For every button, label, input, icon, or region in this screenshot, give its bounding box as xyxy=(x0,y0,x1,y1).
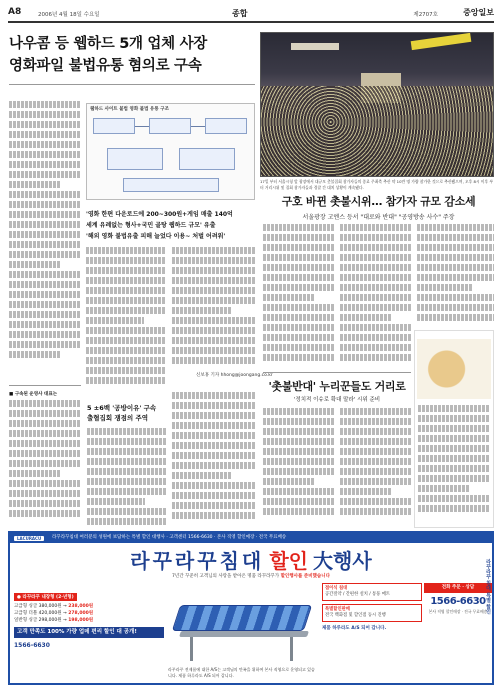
story1-body-col3 xyxy=(172,247,255,372)
price-sale: 278,000원 xyxy=(68,611,94,616)
divider xyxy=(9,84,255,85)
photo-banner xyxy=(411,33,472,50)
story2-subhead: 서울광장 고엔스 등서 "대로와 반대" "공영방송 사수" 주장 xyxy=(302,214,455,221)
story4-headline-line2: 출혈집회 쟁점의 주역 xyxy=(87,414,149,422)
story3-headline: '촛불반대' 누리꾼들도 거리로 xyxy=(268,380,406,393)
story3-body-col1 xyxy=(263,408,335,526)
price-sale: 238,000원 xyxy=(68,604,94,609)
price-sale: 198,000원 xyxy=(68,618,94,623)
diagram-arrow xyxy=(135,126,149,127)
sidebar-ad-text xyxy=(418,405,490,523)
photo-caption: 17일 부터 서울시청 앞 광장에서 대규모 촛불집회 참가자들의 종료 주최측 추산 약 10만 명 가량 참가한 것으로 추산됐으며, 오후 8시 이후 부터 거리시위 및 집회 참가자들과 경찰 간 대치 상황이 계속됐다. xyxy=(260,179,494,190)
ad-title xyxy=(10,545,492,571)
story1-byline: 신보홍 기자 hhong@joongang.co.kr xyxy=(196,373,273,378)
issue-date: 2006년 4월 18일 수요일 xyxy=(38,12,100,18)
story1-headline xyxy=(9,33,254,77)
ad-service-note: 라꾸라꾸 전제품에 대한 A/S는 고객님의 만족을 위하여 본사 직영으로 운영되고 있습니다. 제품 하루라도 A/S 되어 갑니다. xyxy=(168,667,315,678)
ad-warranty: 제품 하루라도 A/S 되어 갑니다. xyxy=(322,626,387,631)
ad-topbar-text: 라꾸라꾸침대 여러분의 성원에 보답하는 특별 할인 대행사 · 고객센터 1566-6630 · 본사 직영 할인매장 · 전국 무료배송 xyxy=(52,535,287,540)
price-label: 고급형 싱글 xyxy=(14,604,38,609)
diagram-arrow xyxy=(191,126,205,127)
ad-subline-highlight: 할인행사를 준비했습니다 xyxy=(280,574,330,579)
ad-feature-text: 전국 백화점 및 할인점 동시 진행 xyxy=(325,613,386,618)
ad-price-row xyxy=(14,603,164,610)
story3-subhead: '정치적 이슈로 확대 말라' 시위 준비 xyxy=(293,397,381,403)
pullquote-line: '영화 한편 다운로드에 200~300원+게임 매출 140억 xyxy=(86,211,233,218)
price-original: 380,000원 → xyxy=(38,604,67,609)
ad-logo: LACURACU xyxy=(14,536,44,541)
sidebar-ad xyxy=(414,330,494,528)
ad-topbar xyxy=(10,533,492,543)
divider xyxy=(9,385,81,386)
story4-body-col1 xyxy=(87,428,167,526)
ad-feature-title: 접이식 침대 xyxy=(325,586,348,591)
ad-phone: 1566-6630 xyxy=(14,642,50,649)
diagram-box xyxy=(179,148,235,170)
bed-advertisement xyxy=(8,531,494,685)
section-title: 종합 xyxy=(232,9,248,18)
newspaper-brand: 중앙일보 xyxy=(463,7,494,17)
ad-call-box xyxy=(424,559,492,683)
ad-price-row xyxy=(14,617,164,624)
bed-mattress xyxy=(172,605,312,631)
ad-feature-box xyxy=(322,604,422,622)
diagram-box xyxy=(93,118,135,134)
ad-feature-box xyxy=(322,583,422,601)
distribution-diagram xyxy=(86,103,255,200)
ad-subline-prefix: 7년간 꾸준히 고객님의 사랑을 받아온 명품 라꾸라꾸가 xyxy=(172,574,280,579)
ad-subline xyxy=(10,573,492,579)
issue-number: 제2707호 xyxy=(413,12,438,18)
ad-call-phone: 1566-6630 xyxy=(430,596,486,607)
ad-title-sale: 할인 xyxy=(269,549,308,573)
story1-headline-line2: 영화파일 불법유통 혐의로 구속 xyxy=(9,58,202,74)
story1-headline-line1: 나우콤 등 웹하드 5개 업체 사장 xyxy=(9,36,208,52)
story2-headline: 구호 바뀐 촛불시위… 참가자 규모 감소세 xyxy=(281,195,476,208)
ad-call-label: 전화 주문 · 상담 xyxy=(424,583,492,593)
divider xyxy=(263,372,411,373)
ad-title-event: 大행사 xyxy=(313,549,372,573)
bed-leg xyxy=(190,637,193,661)
story2-body-col3 xyxy=(417,224,494,324)
story4-headline xyxy=(87,403,167,423)
story4-headline-line1: 5 ±6백 '공방이유' 구속 xyxy=(87,404,157,412)
story1-pullquote xyxy=(86,209,255,242)
sidebox-title: ■ 구속된 운영사 대표는 xyxy=(9,392,58,397)
ad-price-tag: ● 라꾸라꾸 내장형 (2·년형) xyxy=(14,593,77,601)
page-number: A8 xyxy=(8,7,22,17)
diagram-box xyxy=(107,148,163,170)
story3-body-col2 xyxy=(340,408,411,526)
ad-promo-banner: 고객 만족도 100% 가량 업데 편리 할인 대 공개! xyxy=(14,627,164,638)
sidebar-ad-illustration xyxy=(417,339,491,399)
ad-feature-title: 특별할인판매 xyxy=(325,607,350,612)
diagram-box xyxy=(149,118,191,134)
masthead xyxy=(8,6,494,22)
protest-photo xyxy=(260,32,494,177)
photo-crowd xyxy=(261,86,493,176)
ad-feature-text: 공간절약 / 간편한 설치 / 통풍 매트 xyxy=(325,592,391,597)
diagram-box xyxy=(205,118,247,134)
story1-body-col2 xyxy=(86,247,166,387)
ad-price-list xyxy=(14,583,164,683)
price-label: 일반형 싱글 xyxy=(14,618,38,623)
ad-call-address: 본사 직영 할인매장 · 전국 무료배송 xyxy=(428,609,488,614)
story1-body-col1 xyxy=(9,101,81,361)
bed-illustration xyxy=(168,583,318,683)
bed-leg xyxy=(290,637,293,661)
story4-body-col2 xyxy=(172,392,255,526)
price-label: 고급형 더블 xyxy=(14,611,38,616)
top-rule xyxy=(8,21,494,23)
price-original: 298,000원 → xyxy=(38,618,67,623)
story2-body-col1 xyxy=(263,224,335,364)
ad-vertical-text: 라꾸라꾸 침대 특별 할인 xyxy=(485,559,491,615)
price-original: 420,000원 → xyxy=(38,611,67,616)
diagram-box xyxy=(123,178,219,192)
story2-body-col2 xyxy=(340,224,412,364)
ad-price-row xyxy=(14,610,164,617)
pullquote-line: 세계 유례없는 형사+국민 골탕 웹하드 규모' 유출 xyxy=(86,222,216,229)
ad-title-brand: 라꾸라꾸침대 xyxy=(130,549,265,573)
diagram-caption: 웹하드 사이트 불법 영화 불법 유통 구조 xyxy=(90,107,169,112)
pullquote-line: '해외 영화 불법유출 피해 늘었다 이용~ 처벌 어려워' xyxy=(86,233,226,240)
photo-banner xyxy=(291,43,339,50)
ad-feature-boxes xyxy=(322,583,422,683)
sidebox-body xyxy=(9,400,81,525)
